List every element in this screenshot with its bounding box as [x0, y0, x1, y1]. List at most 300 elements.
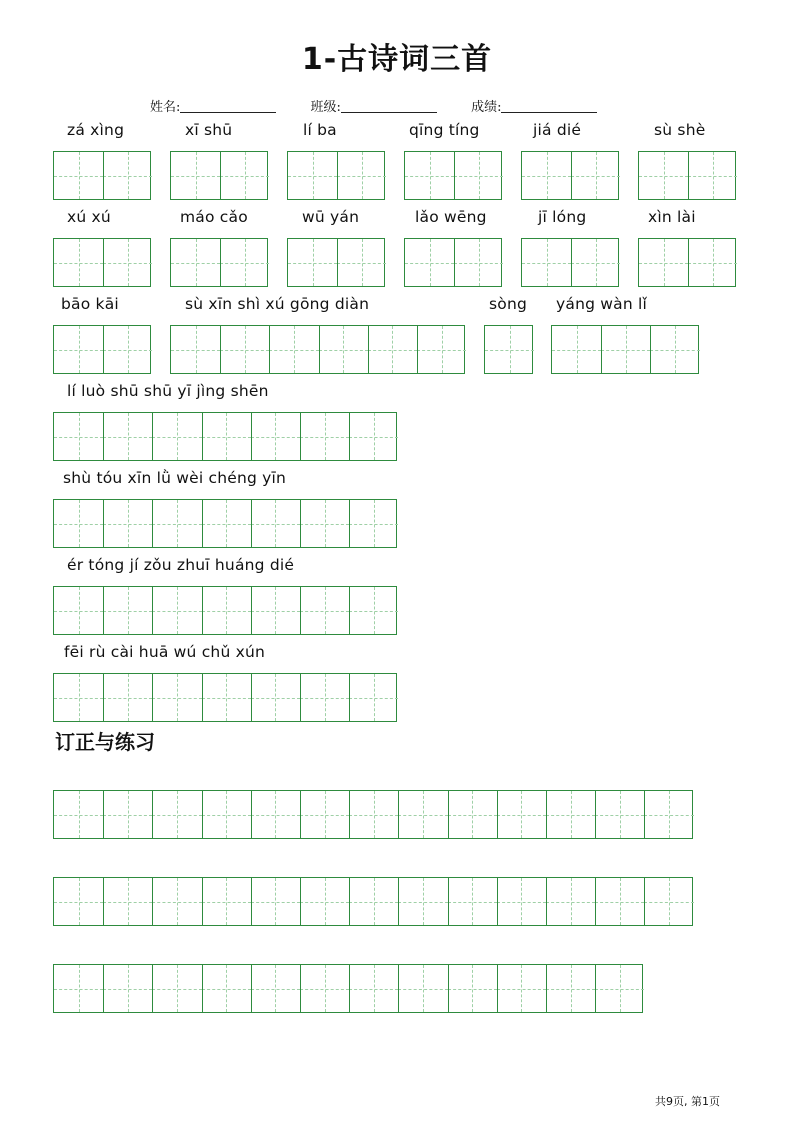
writing-grid[interactable] [521, 151, 619, 200]
cell-guide-horizontal [300, 437, 349, 438]
cell-guide-horizontal [152, 989, 201, 990]
tianzige-cell[interactable] [251, 878, 300, 925]
cell-divider [571, 239, 572, 286]
pinyin-label: lí ba [303, 121, 337, 139]
cell-divider [103, 239, 104, 286]
cell-guide-horizontal [251, 437, 300, 438]
tianzige-cell[interactable] [497, 965, 546, 1012]
tianzige-cell[interactable] [202, 413, 251, 460]
writing-grid[interactable] [53, 964, 643, 1013]
tianzige-cell[interactable] [288, 239, 337, 286]
writing-grid[interactable] [638, 238, 736, 287]
writing-grid[interactable] [287, 238, 385, 287]
cell-guide-horizontal [251, 989, 300, 990]
tianzige-cell[interactable] [202, 674, 251, 721]
writing-grid[interactable] [53, 238, 151, 287]
tianzige-cell[interactable] [103, 239, 152, 286]
pinyin-label: xìn lài [648, 208, 696, 226]
cell-guide-horizontal [300, 524, 349, 525]
cell-guide-horizontal [103, 524, 152, 525]
cell-guide-horizontal [417, 350, 466, 351]
tianzige-cell[interactable] [571, 152, 620, 199]
cell-divider [688, 152, 689, 199]
cell-guide-horizontal [448, 815, 497, 816]
tianzige-cell[interactable] [54, 965, 103, 1012]
cell-guide-horizontal [349, 698, 398, 699]
cell-guide-horizontal [300, 611, 349, 612]
page-title: 1-古诗词三首 [301, 42, 493, 77]
class-blank[interactable] [341, 100, 437, 113]
tianzige-cell[interactable] [152, 413, 201, 460]
tianzige-cell[interactable] [398, 965, 447, 1012]
class-label: 班级: [310, 100, 341, 115]
tianzige-cell[interactable] [300, 500, 349, 547]
cell-divider [497, 791, 498, 838]
cell-divider [202, 965, 203, 1012]
tianzige-cell[interactable] [485, 326, 534, 373]
tianzige-cell[interactable] [202, 500, 251, 547]
cell-divider [103, 965, 104, 1012]
cell-guide-horizontal [251, 611, 300, 612]
tianzige-cell[interactable] [103, 791, 152, 838]
cell-guide-horizontal [497, 902, 546, 903]
cell-divider [251, 878, 252, 925]
cell-guide-horizontal [398, 902, 447, 903]
score-label: 成绩: [471, 100, 502, 115]
tianzige-cell[interactable] [220, 152, 269, 199]
tianzige-cell[interactable] [103, 878, 152, 925]
cell-guide-horizontal [497, 815, 546, 816]
cell-divider [300, 674, 301, 721]
cell-divider [152, 965, 153, 1012]
tianzige-cell[interactable] [54, 674, 103, 721]
cell-divider [349, 791, 350, 838]
cell-divider [103, 326, 104, 373]
cell-guide-horizontal [152, 815, 201, 816]
cell-guide-horizontal [103, 263, 152, 264]
name-label: 姓名: [150, 100, 181, 115]
cell-divider [349, 587, 350, 634]
tianzige-cell[interactable] [300, 587, 349, 634]
pinyin-label: qīng tíng [409, 121, 480, 139]
writing-grid[interactable] [53, 790, 693, 839]
cell-guide-horizontal [688, 176, 737, 177]
writing-grid[interactable] [287, 151, 385, 200]
tianzige-cell[interactable] [251, 413, 300, 460]
cell-guide-horizontal [54, 611, 103, 612]
cell-guide-horizontal [54, 437, 103, 438]
tianzige-cell[interactable] [405, 152, 454, 199]
cell-divider [251, 413, 252, 460]
writing-grid[interactable] [53, 325, 151, 374]
tianzige-cell[interactable] [405, 239, 454, 286]
cell-guide-horizontal [650, 350, 699, 351]
cell-divider [103, 674, 104, 721]
cell-divider [300, 791, 301, 838]
tianzige-cell[interactable] [300, 965, 349, 1012]
tianzige-cell[interactable] [54, 500, 103, 547]
pinyin-label: xú xú [67, 208, 111, 226]
cell-guide-horizontal [202, 524, 251, 525]
cell-divider [349, 500, 350, 547]
writing-grid[interactable] [551, 325, 699, 374]
pinyin-label: shù tóu xīn lǜ wèi chéng yīn [63, 469, 287, 487]
cell-guide-horizontal [152, 524, 201, 525]
tianzige-cell[interactable] [251, 791, 300, 838]
cell-guide-horizontal [54, 524, 103, 525]
writing-grid[interactable] [170, 238, 268, 287]
tianzige-cell[interactable] [639, 239, 688, 286]
correction-section-title: 订正与练习 [55, 730, 155, 754]
cell-divider [202, 878, 203, 925]
cell-guide-horizontal [546, 902, 595, 903]
cell-divider [497, 965, 498, 1012]
cell-guide-horizontal [251, 902, 300, 903]
tianzige-cell[interactable] [103, 674, 152, 721]
cell-divider [448, 791, 449, 838]
cell-guide-horizontal [546, 989, 595, 990]
tianzige-cell[interactable] [54, 239, 103, 286]
tianzige-cell[interactable] [300, 674, 349, 721]
tianzige-cell[interactable] [546, 791, 595, 838]
tianzige-cell[interactable] [319, 326, 368, 373]
cell-divider [251, 791, 252, 838]
tianzige-cell[interactable] [448, 878, 497, 925]
cell-guide-horizontal [171, 350, 220, 351]
tianzige-cell[interactable] [251, 965, 300, 1012]
writing-grid[interactable] [53, 499, 397, 548]
tianzige-cell[interactable] [497, 878, 546, 925]
cell-guide-horizontal [448, 902, 497, 903]
cell-guide-horizontal [552, 350, 601, 351]
cell-guide-horizontal [103, 176, 152, 177]
tianzige-cell[interactable] [688, 239, 737, 286]
cell-divider [571, 152, 572, 199]
cell-divider [688, 239, 689, 286]
cell-guide-horizontal [220, 176, 269, 177]
pinyin-label: fēi rù cài huā wú chǔ xún [64, 643, 266, 661]
tianzige-cell[interactable] [202, 878, 251, 925]
cell-divider [601, 326, 602, 373]
cell-guide-horizontal [54, 263, 103, 264]
cell-divider [152, 791, 153, 838]
tianzige-cell[interactable] [251, 674, 300, 721]
tianzige-cell[interactable] [349, 413, 398, 460]
writing-grid[interactable] [53, 586, 397, 635]
tianzige-cell[interactable] [54, 152, 103, 199]
cell-divider [546, 791, 547, 838]
tianzige-cell[interactable] [688, 152, 737, 199]
cell-guide-horizontal [202, 437, 251, 438]
writing-grid[interactable] [53, 412, 397, 461]
cell-divider [202, 413, 203, 460]
pinyin-label: yáng wàn lǐ [556, 295, 647, 313]
tianzige-cell[interactable] [337, 152, 386, 199]
tianzige-cell[interactable] [398, 791, 447, 838]
cell-guide-horizontal [595, 989, 644, 990]
tianzige-cell[interactable] [300, 878, 349, 925]
pinyin-label: zá xìng [67, 121, 125, 139]
tianzige-cell[interactable] [103, 500, 152, 547]
cell-divider [398, 878, 399, 925]
writing-grid[interactable] [53, 877, 693, 926]
tianzige-cell[interactable] [202, 791, 251, 838]
tianzige-cell[interactable] [417, 326, 466, 373]
tianzige-cell[interactable] [300, 413, 349, 460]
cell-guide-horizontal [595, 902, 644, 903]
tianzige-cell[interactable] [152, 674, 201, 721]
tianzige-cell[interactable] [54, 587, 103, 634]
cell-guide-horizontal [251, 698, 300, 699]
cell-guide-horizontal [398, 815, 447, 816]
pinyin-label: sù shè [654, 121, 706, 139]
tianzige-cell[interactable] [368, 326, 417, 373]
cell-divider [251, 500, 252, 547]
tianzige-cell[interactable] [251, 500, 300, 547]
tianzige-cell[interactable] [349, 500, 398, 547]
cell-divider [103, 413, 104, 460]
cell-divider [103, 791, 104, 838]
tianzige-cell[interactable] [103, 326, 152, 373]
pinyin-label: jī lóng [538, 208, 587, 226]
tianzige-cell[interactable] [54, 413, 103, 460]
cell-guide-horizontal [54, 902, 103, 903]
pinyin-label: bāo kāi [61, 295, 119, 313]
cell-divider [152, 674, 153, 721]
tianzige-cell[interactable] [152, 791, 201, 838]
writing-grid[interactable] [638, 151, 736, 200]
cell-guide-horizontal [202, 902, 251, 903]
cell-divider [220, 239, 221, 286]
cell-guide-horizontal [288, 176, 337, 177]
cell-divider [202, 674, 203, 721]
tianzige-cell[interactable] [103, 413, 152, 460]
tianzige-cell[interactable] [171, 239, 220, 286]
tianzige-cell[interactable] [171, 326, 220, 373]
cell-divider [349, 878, 350, 925]
tianzige-cell[interactable] [349, 878, 398, 925]
writing-grid[interactable] [53, 673, 397, 722]
tianzige-cell[interactable] [103, 152, 152, 199]
pinyin-label: ér tóng jí zǒu zhuī huáng dié [67, 556, 295, 574]
name-blank[interactable] [180, 100, 276, 113]
cell-guide-horizontal [202, 698, 251, 699]
cell-guide-horizontal [368, 350, 417, 351]
tianzige-cell[interactable] [202, 965, 251, 1012]
writing-grid[interactable] [53, 151, 151, 200]
pinyin-label: jiá dié [533, 121, 582, 139]
cell-divider [300, 500, 301, 547]
cell-guide-horizontal [103, 437, 152, 438]
cell-guide-horizontal [349, 524, 398, 525]
score-blank[interactable] [501, 100, 597, 113]
writing-grid[interactable] [404, 238, 502, 287]
cell-divider [595, 878, 596, 925]
tianzige-cell[interactable] [522, 239, 571, 286]
tianzige-cell[interactable] [497, 791, 546, 838]
tianzige-cell[interactable] [300, 791, 349, 838]
cell-guide-horizontal [522, 263, 571, 264]
cell-divider [300, 965, 301, 1012]
cell-guide-horizontal [152, 902, 201, 903]
pinyin-label: lǎo wēng [415, 208, 487, 226]
tianzige-cell[interactable] [571, 239, 620, 286]
cell-guide-horizontal [644, 815, 693, 816]
cell-guide-horizontal [405, 263, 454, 264]
cell-divider [595, 965, 596, 1012]
cell-guide-horizontal [202, 989, 251, 990]
tianzige-cell[interactable] [650, 326, 699, 373]
cell-guide-horizontal [103, 611, 152, 612]
tianzige-cell[interactable] [595, 965, 644, 1012]
cell-divider [497, 878, 498, 925]
cell-guide-horizontal [349, 611, 398, 612]
cell-divider [300, 413, 301, 460]
cell-guide-horizontal [171, 176, 220, 177]
cell-divider [595, 791, 596, 838]
cell-guide-horizontal [152, 611, 201, 612]
tianzige-cell[interactable] [54, 791, 103, 838]
cell-guide-horizontal [251, 524, 300, 525]
cell-divider [202, 587, 203, 634]
tianzige-cell[interactable] [288, 152, 337, 199]
cell-guide-horizontal [152, 437, 201, 438]
cell-divider [337, 152, 338, 199]
writing-grid[interactable] [170, 151, 268, 200]
tianzige-cell[interactable] [644, 878, 693, 925]
cell-guide-horizontal [103, 815, 152, 816]
cell-guide-horizontal [571, 263, 620, 264]
tianzige-cell[interactable] [448, 965, 497, 1012]
cell-divider [251, 674, 252, 721]
tianzige-cell[interactable] [337, 239, 386, 286]
cell-guide-horizontal [398, 989, 447, 990]
cell-guide-horizontal [405, 176, 454, 177]
cell-divider [349, 965, 350, 1012]
cell-guide-horizontal [103, 698, 152, 699]
tianzige-cell[interactable] [546, 965, 595, 1012]
pinyin-label: wū yán [302, 208, 360, 226]
cell-divider [319, 326, 320, 373]
cell-guide-horizontal [349, 902, 398, 903]
tianzige-cell[interactable] [171, 152, 220, 199]
tianzige-cell[interactable] [349, 674, 398, 721]
cell-guide-horizontal [485, 350, 534, 351]
tianzige-cell[interactable] [103, 587, 152, 634]
cell-divider [650, 326, 651, 373]
writing-grid[interactable] [521, 238, 619, 287]
tianzige-cell[interactable] [552, 326, 601, 373]
tianzige-cell[interactable] [251, 587, 300, 634]
tianzige-cell[interactable] [448, 791, 497, 838]
tianzige-cell[interactable] [152, 500, 201, 547]
cell-guide-horizontal [601, 350, 650, 351]
tianzige-cell[interactable] [103, 965, 152, 1012]
pinyin-label: lí luò shū shū yī jìng shēn [67, 382, 269, 400]
writing-grid[interactable] [404, 151, 502, 200]
cell-divider [448, 965, 449, 1012]
tianzige-cell[interactable] [398, 878, 447, 925]
tianzige-cell[interactable] [644, 791, 693, 838]
cell-divider [398, 965, 399, 1012]
tianzige-cell[interactable] [454, 152, 503, 199]
cell-divider [300, 878, 301, 925]
cell-divider [202, 500, 203, 547]
tianzige-cell[interactable] [454, 239, 503, 286]
cell-divider [202, 791, 203, 838]
cell-divider [103, 587, 104, 634]
tianzige-cell[interactable] [349, 587, 398, 634]
tianzige-cell[interactable] [152, 965, 201, 1012]
cell-divider [454, 152, 455, 199]
tianzige-cell[interactable] [349, 965, 398, 1012]
cell-guide-horizontal [54, 815, 103, 816]
tianzige-cell[interactable] [269, 326, 318, 373]
tianzige-cell[interactable] [639, 152, 688, 199]
cell-guide-horizontal [269, 350, 318, 351]
pinyin-label: máo cǎo [180, 208, 248, 226]
cell-guide-horizontal [54, 698, 103, 699]
cell-guide-horizontal [103, 989, 152, 990]
cell-guide-horizontal [349, 815, 398, 816]
cell-guide-horizontal [349, 989, 398, 990]
cell-divider [349, 413, 350, 460]
cell-divider [546, 965, 547, 1012]
tianzige-cell[interactable] [546, 878, 595, 925]
tianzige-cell[interactable] [220, 239, 269, 286]
writing-grid[interactable] [484, 325, 533, 374]
tianzige-cell[interactable] [601, 326, 650, 373]
cell-divider [300, 587, 301, 634]
cell-guide-horizontal [152, 698, 201, 699]
cell-guide-horizontal [522, 176, 571, 177]
cell-divider [251, 587, 252, 634]
cell-divider [103, 152, 104, 199]
cell-divider [103, 500, 104, 547]
tianzige-cell[interactable] [522, 152, 571, 199]
cell-guide-horizontal [54, 350, 103, 351]
cell-divider [454, 239, 455, 286]
tianzige-cell[interactable] [152, 587, 201, 634]
tianzige-cell[interactable] [152, 878, 201, 925]
cell-guide-horizontal [454, 176, 503, 177]
cell-guide-horizontal [300, 902, 349, 903]
cell-divider [269, 326, 270, 373]
cell-guide-horizontal [639, 176, 688, 177]
pinyin-label: sòng [489, 295, 528, 313]
tianzige-cell[interactable] [220, 326, 269, 373]
cell-guide-horizontal [202, 611, 251, 612]
cell-divider [448, 878, 449, 925]
cell-guide-horizontal [688, 263, 737, 264]
cell-guide-horizontal [54, 989, 103, 990]
cell-guide-horizontal [288, 263, 337, 264]
tianzige-cell[interactable] [54, 878, 103, 925]
tianzige-cell[interactable] [349, 791, 398, 838]
cell-divider [337, 239, 338, 286]
cell-divider [220, 326, 221, 373]
tianzige-cell[interactable] [202, 587, 251, 634]
cell-divider [644, 878, 645, 925]
cell-divider [417, 326, 418, 373]
tianzige-cell[interactable] [595, 878, 644, 925]
tianzige-cell[interactable] [54, 326, 103, 373]
cell-guide-horizontal [595, 815, 644, 816]
writing-grid[interactable] [170, 325, 465, 374]
tianzige-cell[interactable] [595, 791, 644, 838]
cell-divider [103, 878, 104, 925]
cell-guide-horizontal [644, 902, 693, 903]
